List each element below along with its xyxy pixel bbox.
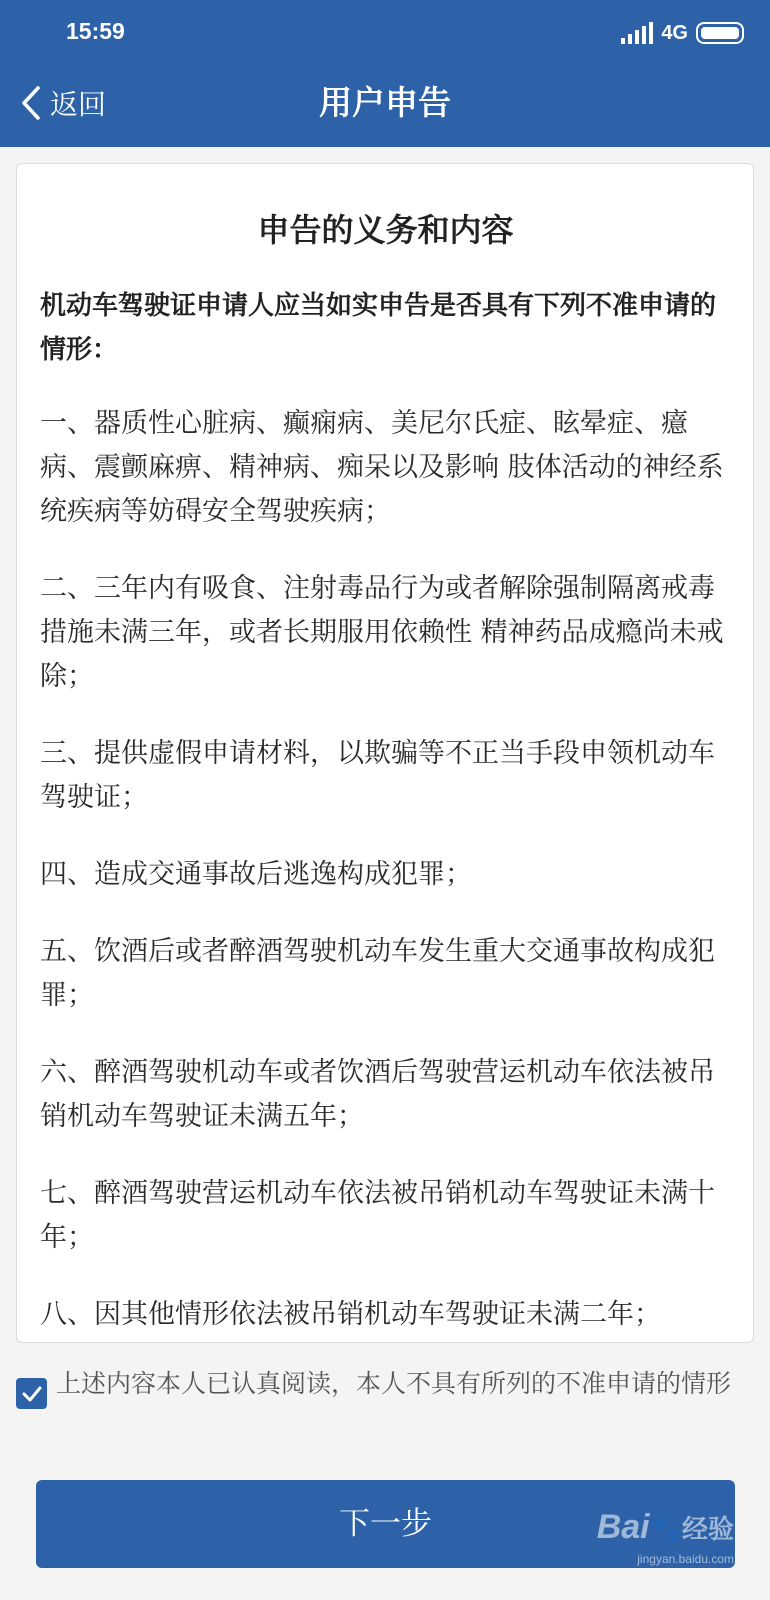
declaration-item: 一、器质性心脏病、癫痫病、美尼尔氏症、眩晕症、癔病、震颤麻痹、精神病、痴呆以及影响 肢体活动的神经系统疾病等妨碍安全驾驶疾病； — [40, 408, 724, 527]
paw-icon: 🐾 — [649, 1514, 682, 1544]
declaration-item: 八、因其他情形依法被吊销机动车驾驶证未满二年； — [40, 1299, 661, 1330]
signal-icon — [621, 22, 653, 44]
watermark-logo — [596, 1508, 734, 1566]
declaration-card[interactable] — [16, 163, 754, 1343]
card-title: 申告的义务和内容 — [257, 211, 514, 249]
back-label: 返回 — [50, 88, 107, 121]
network-type: 4G — [661, 21, 688, 44]
next-step-button[interactable]: 下一步 — [36, 1480, 735, 1568]
agreement-row[interactable] — [16, 1368, 756, 1409]
declaration-intro: 机动车驾驶证申请人应当如实申告是否具有下列不准申请的情形： — [40, 291, 717, 365]
watermark-main: Bai — [596, 1508, 650, 1546]
watermark-url: jingyan.baidu.com — [637, 1552, 734, 1566]
declaration-item: 二、三年内有吸食、注射毒品行为或者解除强制隔离戒毒措施未满三年，或者长期服用依赖性 精神药品成瘾尚未戒除； — [40, 573, 724, 692]
agree-checkbox[interactable] — [16, 1378, 47, 1409]
agreement-text: 上述内容本人已认真阅读，本人不具有所列的不准申请的情形 — [56, 1369, 732, 1398]
watermark-brand: 经验 — [681, 1514, 734, 1544]
status-indicators — [621, 18, 744, 48]
declaration-item: 六、醉酒驾驶机动车或者饮酒后驾驶营运机动车依法被吊销机动车驾驶证未满五年； — [40, 1057, 715, 1132]
status-time: 15:59 — [66, 18, 125, 44]
battery-icon — [696, 22, 744, 44]
declaration-item: 五、饮酒后或者醉酒驾驶机动车发生重大交通事故构成犯罪； — [40, 936, 715, 1011]
declaration-list — [40, 402, 731, 1337]
declaration-item: 三、提供虚假申请材料，以欺骗等不正当手段申领机动车驾驶证； — [40, 738, 715, 813]
declaration-item: 四、造成交通事故后逃逸构成犯罪； — [40, 859, 472, 890]
app-header — [0, 0, 770, 147]
checkmark-icon — [21, 1383, 43, 1405]
declaration-item: 七、醉酒驾驶营运机动车依法被吊销机动车驾驶证未满十年； — [40, 1178, 715, 1253]
page-title: 用户申告 — [319, 83, 451, 122]
